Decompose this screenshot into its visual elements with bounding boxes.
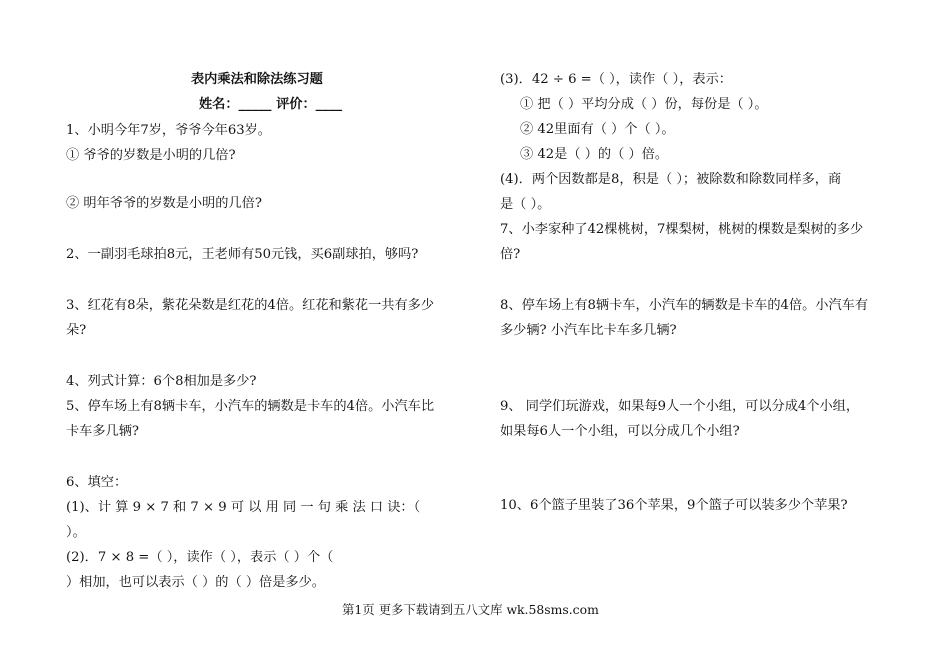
question-5-line-2: 卡车多几辆? bbox=[66, 424, 140, 439]
question-3-line-1: 3、红花有8朵，紫花朵数是红花的4倍。红花和紫花一共有多少 bbox=[66, 298, 435, 313]
question-1-part-b: ② 明年爷爷的岁数是小明的几倍? bbox=[66, 196, 262, 211]
question-6-1-line-1: (1)、计 算 9 × 7 和 7 × 9 可 以 用 同 一 句 乘 法 口 诀：（ bbox=[66, 500, 421, 515]
page-title: 表内乘法和除法练习题 bbox=[191, 72, 323, 87]
question-9-line-1: 9、 同学们玩游戏，如果每9人一个小组，可以分成4个小组， bbox=[500, 399, 860, 414]
question-5-line-1: 5、停车场上有8辆卡车，小汽车的辆数是卡车的4倍。小汽车比 bbox=[66, 399, 435, 414]
question-7-line-2: 倍? bbox=[500, 247, 521, 262]
question-4: 4、列式计算：6个8相加是多少? bbox=[66, 374, 257, 389]
question-8-line-2: 多少辆? 小汽车比卡车多几辆? bbox=[500, 323, 677, 338]
question-2: 2、一副羽毛球拍8元，王老师有50元钱，买6副球拍，够吗? bbox=[66, 247, 419, 262]
question-6-3-part-b: ② 42里面有（ ）个（ ）。 bbox=[520, 122, 675, 137]
name-score-line: 姓名：_____ 评价：____ bbox=[199, 97, 343, 112]
question-6-3: (3)．42 ÷ 6 =（ ），读作（ ），表示： bbox=[500, 72, 732, 87]
question-6-2-line-1: (2)．7 × 8 =（ ），读作（ ），表示（ ）个（ bbox=[66, 550, 334, 565]
question-6-1-line-2: ）。 bbox=[66, 525, 86, 540]
question-7-line-1: 7、小李家种了42棵桃树，7棵梨树，桃树的棵数是梨树的多少 bbox=[500, 222, 864, 237]
question-10: 10、6个篮子里装了36个苹果，9个篮子可以装多少个苹果? bbox=[500, 498, 848, 513]
question-8-line-1: 8、停车场上有8辆卡车，小汽车的辆数是卡车的4倍。小汽车有 bbox=[500, 298, 869, 313]
question-6-4-line-1: (4)．两个因数都是8，积是（ ）；被除数和除数同样多，商 bbox=[500, 172, 842, 187]
question-3-line-2: 朵? bbox=[66, 323, 87, 338]
question-6-3-part-c: ③ 42是（ ）的（ ）倍。 bbox=[520, 147, 669, 162]
question-1: 1、小明今年7岁，爷爷今年63岁。 bbox=[66, 123, 271, 138]
question-9-line-2: 如果每6人一个小组，可以分成几个小组? bbox=[500, 424, 740, 439]
question-6-2-line-2: ）相加，也可以表示（ ）的（ ）倍是多少。 bbox=[66, 575, 325, 590]
question-6: 6、填空： bbox=[66, 475, 128, 490]
question-1-part-a: ① 爷爷的岁数是小明的几倍? bbox=[66, 148, 236, 163]
question-6-3-part-a: ① 把（ ）平均分成（ ）份，每份是（ ）。 bbox=[520, 97, 768, 112]
question-6-4-line-2: 是（ ）。 bbox=[500, 197, 551, 212]
page-footer: 第1页 更多下载请到五八文库 wk.58sms.com bbox=[342, 602, 599, 617]
